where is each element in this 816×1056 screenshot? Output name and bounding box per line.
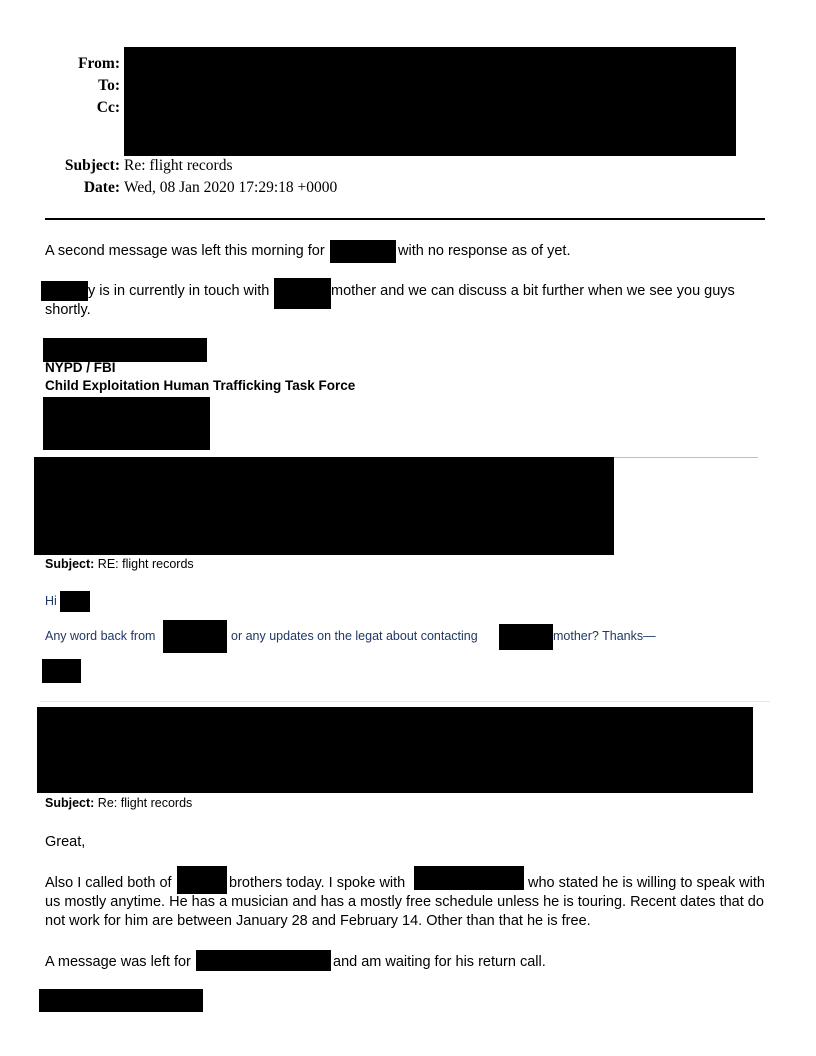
message3-p2-b: and am waiting for his return call.: [333, 954, 546, 970]
separator-line: [40, 701, 770, 702]
message3-subject-label: Subject:: [45, 796, 95, 810]
message1-line2-b: mother and we can discuss a bit further when we see you guys: [331, 283, 735, 299]
redaction: [414, 866, 524, 890]
message2-line-b: or any updates on the legat about contacting: [231, 629, 478, 643]
message1-line1-start: A second message was left this morning for: [45, 243, 325, 259]
redaction: [42, 659, 81, 683]
message3-p2-a: A message was left for: [45, 954, 191, 970]
redaction: [163, 620, 227, 653]
date-value: Wed, 08 Jan 2020 17:29:18 +0000: [124, 179, 338, 196]
to-label: To:: [98, 77, 120, 94]
forward-header-redaction: [37, 707, 753, 793]
redaction: [43, 397, 210, 450]
message1-line2-c: shortly.: [45, 302, 91, 318]
message3-p1-b: brothers today. I spoke with: [229, 875, 406, 891]
message3-greeting: Great,: [45, 834, 86, 850]
message2-subject-label: Subject:: [45, 557, 95, 571]
redaction: [499, 624, 553, 650]
message2-line-c: mother? Thanks—: [553, 629, 656, 643]
from-label: From:: [78, 55, 120, 72]
signature-task-force: Child Exploitation Human Trafficking Task Force: [45, 378, 356, 393]
signature-agency: NYPD / FBI: [45, 360, 116, 375]
message2-subject-value: RE: flight records: [97, 557, 194, 571]
header-divider: [45, 218, 765, 220]
message2-line-a: Any word back from: [45, 629, 156, 643]
redaction: [39, 989, 203, 1012]
date-label: Date:: [83, 179, 120, 196]
redaction: [41, 281, 88, 301]
message1-line2-a: y is in currently in touch with: [88, 283, 270, 299]
redaction: [274, 278, 331, 309]
cc-label: Cc:: [96, 99, 120, 116]
forward-header-redaction: [34, 457, 614, 555]
message3-subject-value: Re: flight records: [97, 796, 193, 810]
redaction: [330, 240, 396, 263]
message3-p1-c: who stated he is willing to speak with: [528, 875, 765, 891]
message3-p1-a: Also I called both of: [45, 875, 172, 891]
message3-p1-line2: us mostly anytime. He has a musician and has a mostly free schedule unless he is touring. Recent dates that do: [45, 894, 764, 910]
message1-line1-end: with no response as of yet.: [398, 243, 571, 259]
subject-value: Re: flight records: [124, 157, 233, 174]
subject-label: Subject:: [64, 157, 120, 174]
message2-greeting: Hi: [45, 594, 57, 608]
redaction: [43, 338, 207, 362]
message3-p1-line3: not work for him are between January 28 and February 14. Other than that he is free.: [45, 913, 591, 929]
header-redaction: [124, 47, 736, 156]
redaction: [60, 591, 90, 612]
redaction: [177, 866, 227, 894]
redaction: [196, 950, 331, 971]
